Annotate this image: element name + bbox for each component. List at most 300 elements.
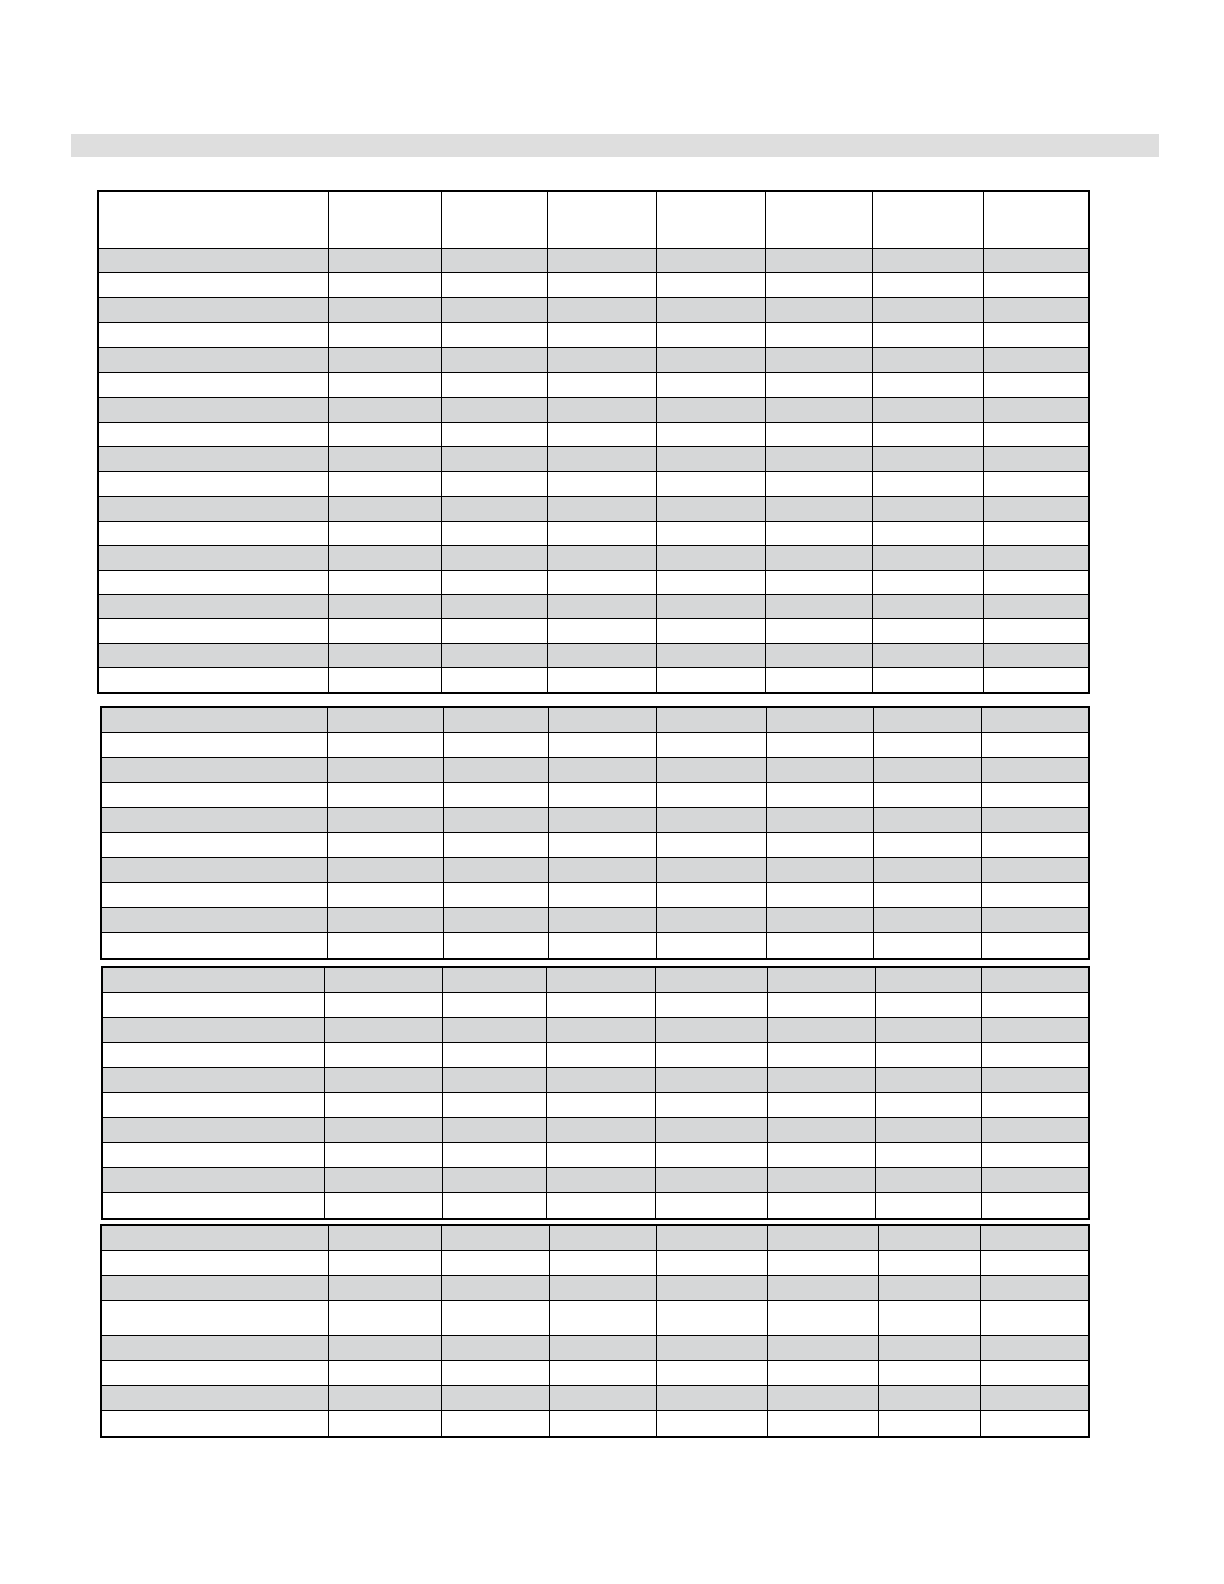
table-cell [103, 968, 324, 992]
table-row [99, 546, 1088, 571]
table-cell [980, 1301, 1092, 1335]
table-cell [327, 833, 443, 857]
column-divider [765, 192, 766, 692]
table-cell [547, 497, 656, 521]
table-cell [546, 993, 655, 1017]
column-divider [872, 192, 873, 692]
table-cell [765, 619, 872, 643]
table-cell [327, 733, 443, 757]
table-cell [873, 708, 981, 732]
table-cell [981, 783, 1092, 807]
table-cell [656, 708, 766, 732]
table-cell [873, 933, 981, 958]
table-cell [328, 595, 441, 618]
column-divider [441, 192, 442, 692]
table-cell [328, 447, 441, 471]
table-cell [443, 833, 548, 857]
table-cell [983, 497, 1092, 521]
table-cell [983, 273, 1092, 297]
table-cell [981, 993, 1092, 1017]
table-cell [981, 858, 1092, 882]
table-cell [878, 1361, 980, 1385]
table-cell [766, 758, 873, 782]
column-divider [983, 192, 984, 692]
table-cell [656, 423, 765, 446]
column-divider [328, 1226, 329, 1436]
table-cell [103, 1143, 324, 1167]
table-row [99, 644, 1088, 668]
column-divider [656, 192, 657, 692]
table-row [102, 1226, 1088, 1251]
table-cell [980, 1411, 1092, 1436]
table-cell [983, 619, 1092, 643]
table-cell [981, 1193, 1092, 1218]
table-cell [981, 908, 1092, 932]
column-divider [546, 968, 547, 1218]
table-cell [983, 348, 1092, 372]
column-divider [767, 1226, 768, 1436]
table-row [102, 1301, 1088, 1336]
table-cell [765, 497, 872, 521]
table-header-row [99, 192, 1088, 249]
table-cell [324, 1118, 442, 1142]
table-row [99, 571, 1088, 595]
table-cell [328, 1301, 441, 1335]
column-divider [875, 968, 876, 1218]
table-cell [765, 595, 872, 618]
table-cell [324, 1193, 442, 1218]
table-cell [327, 783, 443, 807]
table-cell [441, 497, 547, 521]
table-cell [324, 1093, 442, 1117]
column-divider [767, 968, 768, 1218]
table-cell [766, 708, 873, 732]
table-cell [103, 1043, 324, 1067]
table-cell [983, 644, 1092, 667]
table-cell [656, 1301, 767, 1335]
table-cell [983, 398, 1092, 422]
table-row [102, 908, 1088, 933]
table-row [99, 595, 1088, 619]
table-cell [980, 1251, 1092, 1275]
table-cell [441, 1411, 549, 1436]
table-cell [980, 1276, 1092, 1300]
table-cell [872, 348, 983, 372]
table-cell [981, 968, 1092, 992]
table-cell [981, 1143, 1092, 1167]
table-row [103, 968, 1088, 993]
column-divider [656, 1226, 657, 1436]
header-cell [441, 192, 547, 248]
table-cell [324, 993, 442, 1017]
table-cell [656, 497, 765, 521]
table-cell [767, 1386, 878, 1410]
table-cell [655, 1068, 767, 1092]
table-cell [656, 447, 765, 471]
table-cell [328, 571, 441, 594]
table-cell [546, 1093, 655, 1117]
table-cell [102, 1276, 328, 1300]
column-divider [443, 708, 444, 958]
table-cell [443, 908, 548, 932]
table-cell [765, 644, 872, 667]
column-divider [547, 192, 548, 692]
table-cell [549, 1336, 656, 1360]
table-row [102, 1251, 1088, 1276]
table-cell [324, 968, 442, 992]
table-cell [328, 348, 441, 372]
table-cell [328, 298, 441, 322]
table-cell [765, 398, 872, 422]
table-cell [655, 1168, 767, 1192]
table-cell [442, 1018, 546, 1042]
table-cell [983, 472, 1092, 496]
table-cell [548, 833, 656, 857]
column-divider [656, 708, 657, 958]
table-cell [328, 323, 441, 347]
table-row [102, 808, 1088, 833]
table-cell [441, 1336, 549, 1360]
table-cell [327, 908, 443, 932]
table-row [99, 472, 1088, 497]
table-cell [875, 968, 981, 992]
table-row [99, 273, 1088, 298]
table-cell [442, 968, 546, 992]
table-row [99, 447, 1088, 472]
table-cell [767, 1093, 875, 1117]
table-cell [983, 373, 1092, 397]
table-row [102, 1386, 1088, 1411]
table-cell [767, 1068, 875, 1092]
table-row [102, 1276, 1088, 1301]
table-cell [99, 273, 328, 297]
table-cell [872, 571, 983, 594]
table-cell [441, 423, 547, 446]
table-cell [99, 472, 328, 496]
table-cell [546, 1043, 655, 1067]
table-cell [549, 1411, 656, 1436]
table-cell [767, 1411, 878, 1436]
table-cell [327, 758, 443, 782]
table-cell [443, 758, 548, 782]
table-cell [547, 273, 656, 297]
table-cell [99, 546, 328, 570]
table-cell [765, 273, 872, 297]
table-cell [102, 733, 327, 757]
table-cell [443, 708, 548, 732]
table-cell [873, 733, 981, 757]
table-cell [328, 619, 441, 643]
table-cell [443, 783, 548, 807]
table-cell [328, 1276, 441, 1300]
table-cell [546, 1143, 655, 1167]
table-cell [102, 833, 327, 857]
table-cell [656, 1276, 767, 1300]
data-table [100, 1224, 1090, 1438]
table-cell [878, 1336, 980, 1360]
table-cell [656, 249, 765, 272]
table-cell [655, 1118, 767, 1142]
table-cell [327, 883, 443, 907]
table-cell [872, 497, 983, 521]
table-row [102, 1361, 1088, 1386]
table-cell [441, 273, 547, 297]
table-cell [99, 668, 328, 692]
table-cell [981, 1118, 1092, 1142]
table-cell [441, 1276, 549, 1300]
table-cell [548, 883, 656, 907]
data-table [97, 190, 1090, 694]
table-cell [442, 1093, 546, 1117]
table-cell [656, 858, 766, 882]
table-cell [980, 1336, 1092, 1360]
table-cell [981, 1043, 1092, 1067]
table-cell [872, 644, 983, 667]
table-cell [328, 522, 441, 545]
table-cell [656, 1386, 767, 1410]
table-cell [549, 1251, 656, 1275]
table-row [99, 668, 1088, 692]
table-cell [548, 758, 656, 782]
table-cell [324, 1018, 442, 1042]
table-cell [327, 808, 443, 832]
table-cell [324, 1043, 442, 1067]
table-row [99, 423, 1088, 447]
table-cell [441, 373, 547, 397]
table-row [103, 993, 1088, 1018]
table-cell [980, 1226, 1092, 1250]
table-cell [981, 883, 1092, 907]
table-cell [547, 447, 656, 471]
table-cell [547, 668, 656, 692]
table-cell [546, 1168, 655, 1192]
table-cell [767, 968, 875, 992]
table-cell [99, 398, 328, 422]
table-cell [878, 1386, 980, 1410]
table-cell [441, 1361, 549, 1385]
table-cell [441, 619, 547, 643]
table-cell [767, 1336, 878, 1360]
table-cell [102, 1361, 328, 1385]
column-divider [981, 968, 982, 1218]
table-cell [875, 1168, 981, 1192]
table-cell [656, 883, 766, 907]
table-cell [656, 398, 765, 422]
table-cell [767, 1251, 878, 1275]
table-cell [656, 273, 765, 297]
table-cell [656, 733, 766, 757]
table-cell [324, 1168, 442, 1192]
table-cell [102, 783, 327, 807]
table-cell [547, 595, 656, 618]
table-cell [981, 708, 1092, 732]
table-cell [875, 1018, 981, 1042]
table-cell [546, 1118, 655, 1142]
table-cell [766, 733, 873, 757]
table-cell [547, 644, 656, 667]
table-cell [327, 933, 443, 958]
table-cell [328, 1336, 441, 1360]
column-divider [655, 968, 656, 1218]
table-cell [872, 373, 983, 397]
table-cell [767, 1193, 875, 1218]
table-row [103, 1018, 1088, 1043]
table-cell [328, 1226, 441, 1250]
table-cell [767, 1018, 875, 1042]
table-cell [441, 644, 547, 667]
table-cell [655, 1143, 767, 1167]
table-cell [983, 668, 1092, 692]
table-cell [872, 522, 983, 545]
table-cell [983, 298, 1092, 322]
data-table [100, 706, 1090, 960]
table-cell [872, 298, 983, 322]
table-cell [656, 348, 765, 372]
table-cell [441, 1226, 549, 1250]
table-cell [546, 1068, 655, 1092]
table-cell [656, 373, 765, 397]
header-cell [656, 192, 765, 248]
table-cell [102, 758, 327, 782]
table-row [102, 933, 1088, 958]
table-cell [328, 1361, 441, 1385]
table-cell [102, 908, 327, 932]
table-cell [443, 883, 548, 907]
table-cell [656, 644, 765, 667]
table-cell [547, 619, 656, 643]
table-cell [102, 858, 327, 882]
table-cell [766, 908, 873, 932]
table-cell [99, 522, 328, 545]
table-cell [656, 619, 765, 643]
table-cell [656, 546, 765, 570]
table-cell [767, 1361, 878, 1385]
table-row [99, 298, 1088, 323]
table-cell [328, 423, 441, 446]
table-cell [549, 1301, 656, 1335]
table-cell [328, 1251, 441, 1275]
table-cell [875, 1043, 981, 1067]
table-cell [441, 1301, 549, 1335]
table-cell [765, 472, 872, 496]
table-cell [103, 993, 324, 1017]
table-cell [102, 1251, 328, 1275]
table-cell [656, 595, 765, 618]
table-cell [873, 833, 981, 857]
table-cell [766, 883, 873, 907]
table-cell [443, 858, 548, 882]
table-cell [442, 1043, 546, 1067]
table-cell [103, 1093, 324, 1117]
table-cell [656, 472, 765, 496]
table-cell [981, 1093, 1092, 1117]
table-cell [981, 733, 1092, 757]
table-cell [441, 398, 547, 422]
table-cell [441, 1386, 549, 1410]
table-cell [765, 423, 872, 446]
table-cell [328, 546, 441, 570]
table-cell [878, 1411, 980, 1436]
table-cell [442, 1118, 546, 1142]
table-cell [767, 993, 875, 1017]
table-cell [547, 249, 656, 272]
table-row [99, 348, 1088, 373]
table-cell [328, 497, 441, 521]
table-cell [872, 546, 983, 570]
table-cell [99, 298, 328, 322]
table-cell [548, 733, 656, 757]
table-row [99, 398, 1088, 423]
table-cell [328, 644, 441, 667]
table-cell [324, 1143, 442, 1167]
table-cell [765, 298, 872, 322]
column-divider [980, 1226, 981, 1436]
table-cell [102, 883, 327, 907]
table-cell [441, 595, 547, 618]
header-cell [547, 192, 656, 248]
table-cell [328, 1411, 441, 1436]
table-cell [875, 1093, 981, 1117]
table-cell [878, 1251, 980, 1275]
table-cell [656, 668, 765, 692]
table-cell [99, 619, 328, 643]
table-cell [324, 1068, 442, 1092]
table-row [102, 708, 1088, 733]
table-row [102, 883, 1088, 908]
table-cell [547, 571, 656, 594]
table-cell [872, 323, 983, 347]
header-cell [872, 192, 983, 248]
column-divider [327, 708, 328, 958]
table-cell [549, 1386, 656, 1410]
table-cell [441, 1251, 549, 1275]
table-row [102, 783, 1088, 808]
header-cell [99, 192, 328, 248]
table-cell [983, 595, 1092, 618]
header-cell [983, 192, 1092, 248]
table-cell [102, 1226, 328, 1250]
table-cell [656, 933, 766, 958]
table-cell [655, 1193, 767, 1218]
table-cell [873, 758, 981, 782]
table-cell [547, 323, 656, 347]
table-row [99, 522, 1088, 546]
table-cell [981, 1018, 1092, 1042]
table-cell [766, 833, 873, 857]
table-cell [656, 522, 765, 545]
table-row [99, 323, 1088, 348]
table-cell [872, 668, 983, 692]
table-cell [102, 933, 327, 958]
table-cell [99, 497, 328, 521]
table-cell [442, 1168, 546, 1192]
table-cell [767, 1043, 875, 1067]
column-divider [766, 708, 767, 958]
table-cell [983, 323, 1092, 347]
column-divider [328, 192, 329, 692]
table-cell [981, 808, 1092, 832]
table-cell [546, 1018, 655, 1042]
table-cell [878, 1226, 980, 1250]
table-row [103, 1118, 1088, 1143]
table-cell [102, 1301, 328, 1335]
table-cell [102, 1386, 328, 1410]
table-cell [981, 758, 1092, 782]
table-cell [99, 447, 328, 471]
table-cell [983, 522, 1092, 545]
table-cell [328, 373, 441, 397]
table-cell [767, 1226, 878, 1250]
